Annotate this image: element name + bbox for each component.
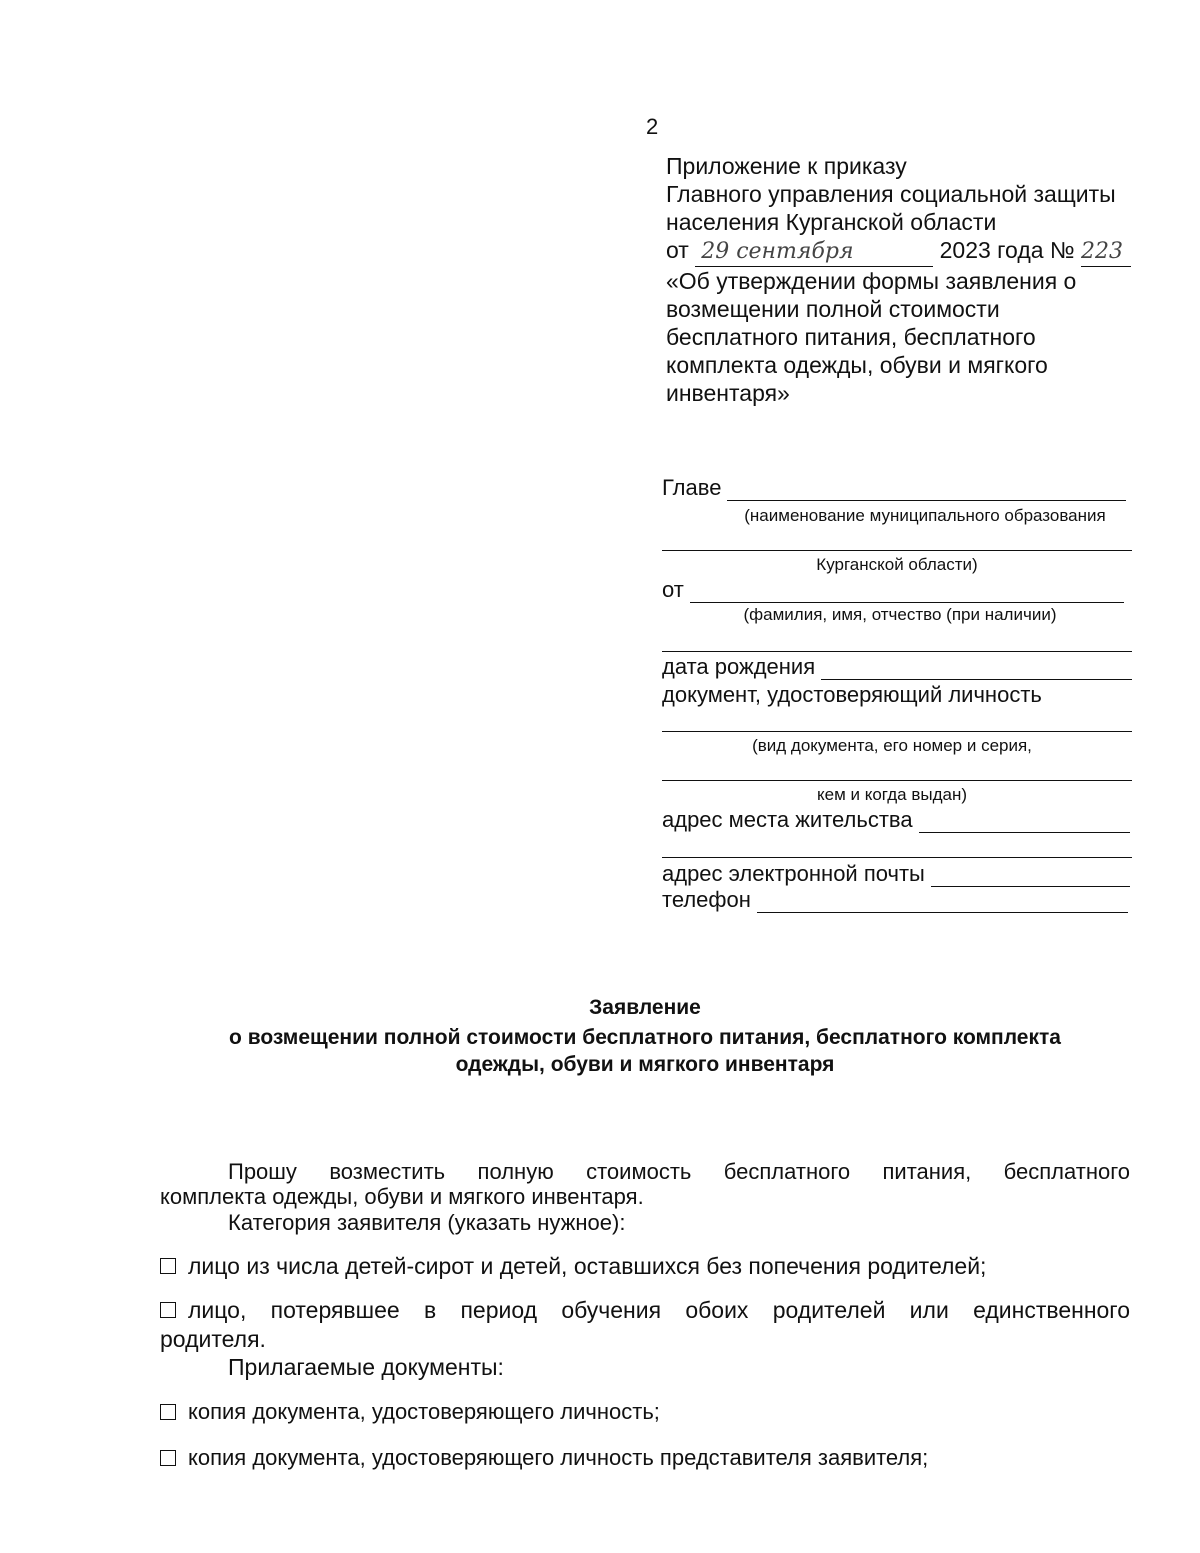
phone-blank[interactable] [757,892,1128,913]
birth-field [662,653,1132,680]
fio-blank[interactable] [662,651,1132,652]
page-number: 2 [646,114,659,139]
phone-label: телефон [662,887,751,912]
handwritten-number: 223 [1081,238,1131,267]
attached-doc-identity[interactable] [160,1398,1060,1426]
caption-municipality: (наименование муниципального образования [744,506,1106,525]
doc-text: копия документа, удостоверяющего личность; [188,1399,660,1424]
doc-label: документ, удостоверяющий личность [662,682,1042,707]
caption-fio: (фамилия, имя, отчество (при наличии) [743,605,1057,624]
statement-title: Заявление [589,996,701,1019]
handwritten-date: 29 сентября [695,238,933,267]
subject-line: бесплатного питания, бесплатного [666,324,1036,350]
birth-blank[interactable] [821,659,1132,680]
email-label: адрес электронной почты [662,861,925,886]
glave-field [662,474,1126,501]
option-text-continuation: родителя. [160,1326,266,1352]
doc-text: копия документа, удостоверяющего личность представителя заявителя; [188,1445,929,1470]
statement-subtitle-line: одежды, обуви и мягкого инвентаря [455,1053,835,1076]
from-blank[interactable] [690,582,1124,603]
category-option-orphan[interactable] [160,1252,1080,1280]
attached-label: Прилагаемые документы: [228,1354,504,1380]
date-prefix: от [666,237,689,263]
caption-issued: кем и когда выдан) [816,785,967,804]
year-text: 2023 года № [939,237,1075,263]
checkbox[interactable] [160,1258,176,1274]
category-label: Категория заявителя (указать нужное): [228,1210,626,1235]
from-label: от [662,577,684,602]
birth-label: дата рождения [662,654,816,679]
municipality-blank[interactable] [662,550,1132,551]
from-field [662,576,1124,603]
phone-field [662,886,1128,913]
header-line: населения Курганской области [666,209,997,235]
doc-blank[interactable] [662,731,1132,732]
glave-label: Главе [662,475,722,500]
address-blank-2[interactable] [662,857,1132,858]
doc-issued-blank[interactable] [662,780,1132,781]
order-date-line [666,236,1146,267]
option-text: лицо из числа детей-сирот и детей, оставшихся без попечения родителей; [188,1253,987,1279]
request-text-line: комплекта одежды, обуви и мягкого инвентаря. [160,1184,644,1209]
address-blank[interactable] [919,812,1130,833]
checkbox[interactable] [160,1450,176,1466]
subject-line: возмещении полной стоимости [666,296,1000,322]
caption-doc-type: (вид документа, его номер и серия, [752,736,1032,755]
header-line: Приложение к приказу [666,153,907,179]
glave-blank[interactable] [727,480,1126,501]
caption-region: Курганской области) [816,555,978,574]
subject-line: комплекта одежды, обуви и мягкого [666,352,1048,378]
address-field [662,806,1130,833]
option-text: лицо, потерявшее в период обучения обоих родителей или единственного [188,1297,1130,1323]
subject-line: «Об утверждении формы заявления о [666,268,1077,294]
email-blank[interactable] [931,866,1130,887]
statement-subtitle-line: о возмещении полной стоимости бесплатного питания, бесплатного комплекта [229,1026,1061,1049]
subject-line: инвентаря» [666,380,790,406]
attached-doc-representative[interactable] [160,1444,1060,1472]
address-label: адрес места жительства [662,807,913,832]
order-header [666,152,1146,407]
request-text-line: Прошу возместить полную стоимость бесплатного питания, бесплатного [228,1159,1130,1184]
email-field [662,860,1130,887]
header-line: Главного управления социальной защиты [666,181,1116,207]
checkbox[interactable] [160,1302,176,1318]
category-option-lost-parents[interactable] [160,1296,1130,1324]
checkbox[interactable] [160,1404,176,1420]
